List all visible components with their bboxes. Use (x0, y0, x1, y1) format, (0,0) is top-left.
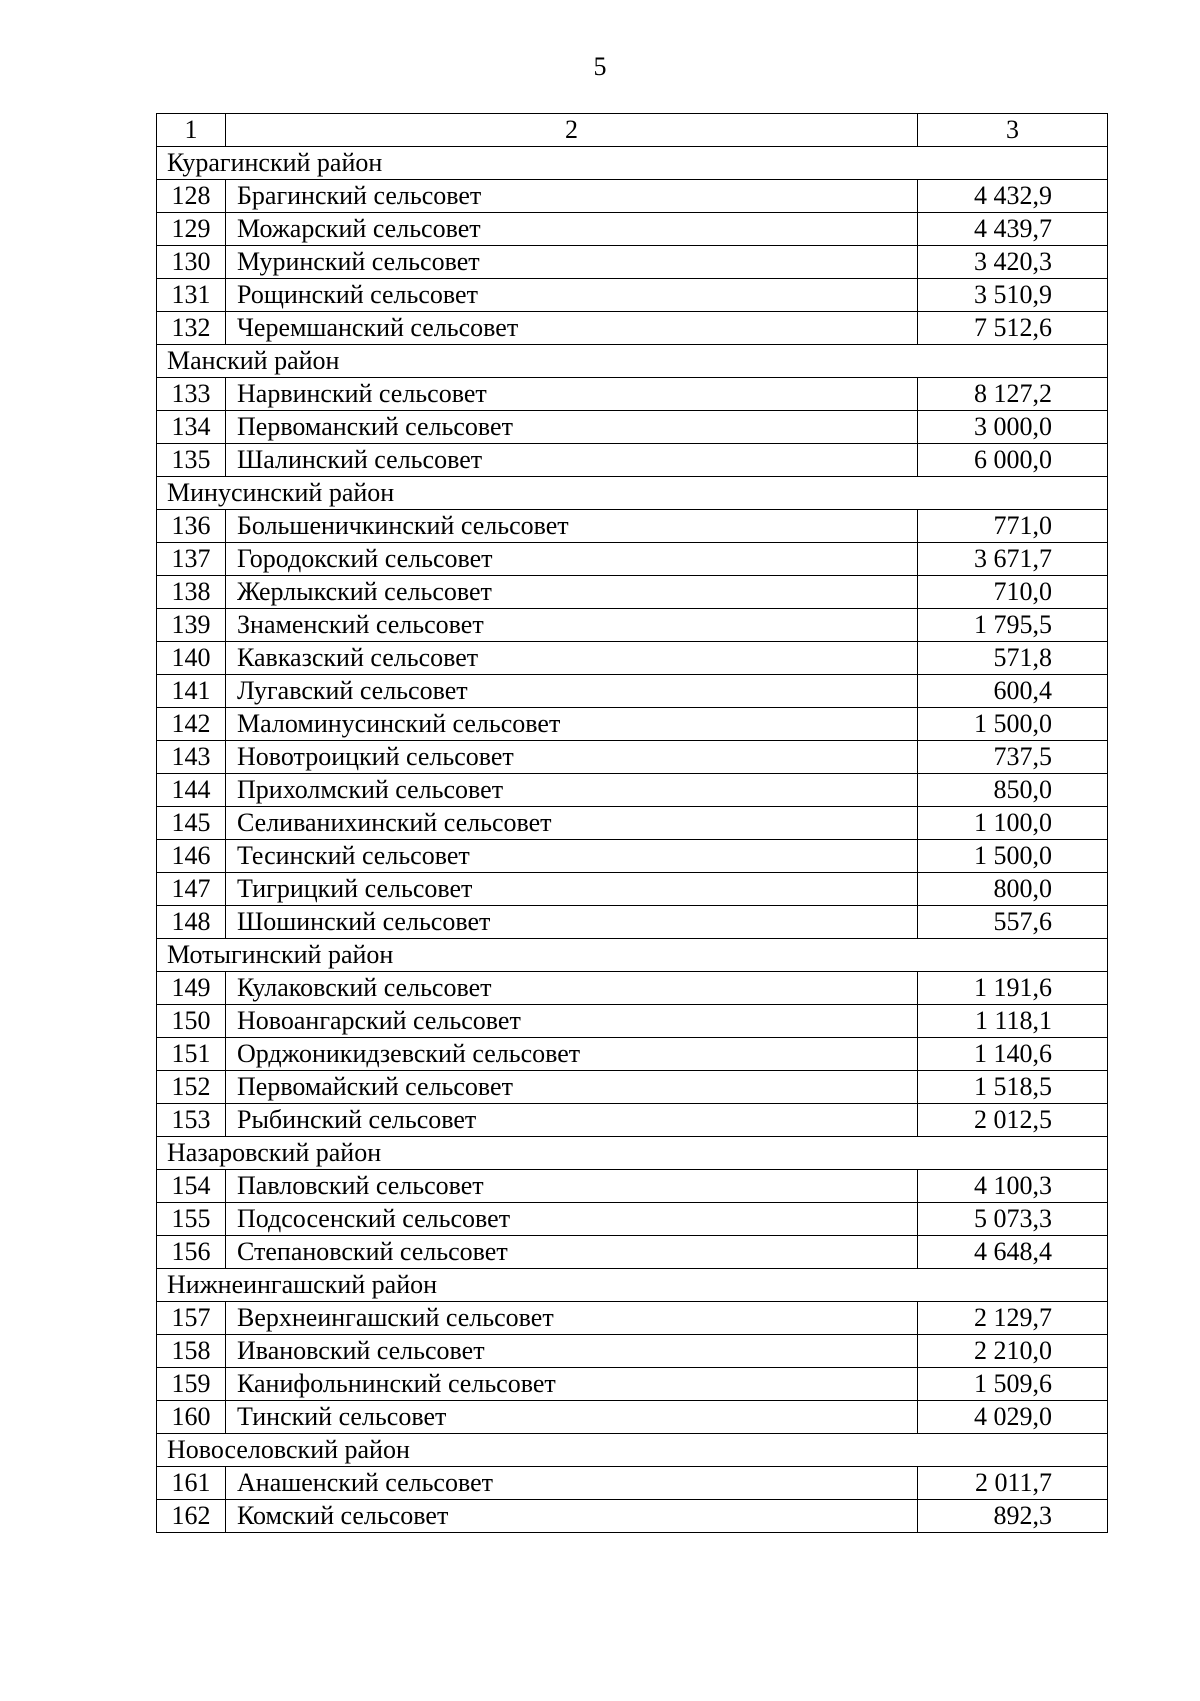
table-row (157, 1104, 1108, 1137)
row-value: 1 518,5 (918, 1071, 1108, 1104)
settlement-name: Орджоникидзевский сельсовет (226, 1038, 918, 1071)
settlement-name: Первоманский сельсовет (226, 411, 918, 444)
settlement-name: Комский сельсовет (226, 1500, 918, 1533)
row-value: 2 011,7 (918, 1467, 1108, 1500)
row-number: 155 (157, 1203, 226, 1236)
table-row (157, 1302, 1108, 1335)
settlement-name: Кавказский сельсовет (226, 642, 918, 675)
settlement-name: Новотроицкий сельсовет (226, 741, 918, 774)
district-row (157, 345, 1108, 378)
settlement-name: Брагинский сельсовет (226, 180, 918, 213)
row-value: 1 140,6 (918, 1038, 1108, 1071)
row-number: 145 (157, 807, 226, 840)
district-name: Манский район (157, 345, 1108, 378)
row-value: 1 500,0 (918, 840, 1108, 873)
row-number: 134 (157, 411, 226, 444)
table-header-row (157, 114, 1108, 147)
row-number: 141 (157, 675, 226, 708)
settlement-name: Первомайский сельсовет (226, 1071, 918, 1104)
settlement-name: Лугавский сельсовет (226, 675, 918, 708)
district-row (157, 1434, 1108, 1467)
table-row (157, 510, 1108, 543)
row-number: 132 (157, 312, 226, 345)
settlement-name: Шошинский сельсовет (226, 906, 918, 939)
row-value: 3 420,3 (918, 246, 1108, 279)
table-row (157, 279, 1108, 312)
column-header-2: 2 (226, 114, 918, 147)
row-number: 160 (157, 1401, 226, 1434)
district-name: Назаровский район (157, 1137, 1108, 1170)
settlement-name: Можарский сельсовет (226, 213, 918, 246)
row-value: 6 000,0 (918, 444, 1108, 477)
settlement-name: Канифольнинский сельсовет (226, 1368, 918, 1401)
row-value: 571,8 (918, 642, 1108, 675)
row-value: 1 100,0 (918, 807, 1108, 840)
district-name: Мотыгинский район (157, 939, 1108, 972)
settlement-name: Верхнеингашский сельсовет (226, 1302, 918, 1335)
table-row (157, 444, 1108, 477)
row-value: 1 795,5 (918, 609, 1108, 642)
table-row (157, 1170, 1108, 1203)
row-number: 152 (157, 1071, 226, 1104)
row-value: 600,4 (918, 675, 1108, 708)
settlement-name: Кулаковский сельсовет (226, 972, 918, 1005)
row-number: 143 (157, 741, 226, 774)
table-row (157, 312, 1108, 345)
row-number: 153 (157, 1104, 226, 1137)
row-value: 2 012,5 (918, 1104, 1108, 1137)
table-row (157, 840, 1108, 873)
table-row (157, 741, 1108, 774)
settlement-name: Знаменский сельсовет (226, 609, 918, 642)
table-row (157, 378, 1108, 411)
row-value: 1 500,0 (918, 708, 1108, 741)
row-number: 139 (157, 609, 226, 642)
column-header-1: 1 (157, 114, 226, 147)
row-value: 4 029,0 (918, 1401, 1108, 1434)
row-value: 5 073,3 (918, 1203, 1108, 1236)
table-row (157, 246, 1108, 279)
row-number: 158 (157, 1335, 226, 1368)
page-number: 5 (593, 52, 607, 81)
table-row (157, 1368, 1108, 1401)
district-name: Нижнеингашский район (157, 1269, 1108, 1302)
table-row (157, 906, 1108, 939)
row-number: 142 (157, 708, 226, 741)
row-value: 850,0 (918, 774, 1108, 807)
row-value: 557,6 (918, 906, 1108, 939)
row-value: 4 648,4 (918, 1236, 1108, 1269)
settlement-name: Большеничкинский сельсовет (226, 510, 918, 543)
row-value: 3 000,0 (918, 411, 1108, 444)
row-number: 149 (157, 972, 226, 1005)
row-number: 146 (157, 840, 226, 873)
table-row (157, 1203, 1108, 1236)
settlement-name: Подсосенский сельсовет (226, 1203, 918, 1236)
settlement-name: Тинский сельсовет (226, 1401, 918, 1434)
row-number: 156 (157, 1236, 226, 1269)
table-row (157, 642, 1108, 675)
settlement-name: Муринский сельсовет (226, 246, 918, 279)
row-value: 8 127,2 (918, 378, 1108, 411)
settlement-name: Шалинский сельсовет (226, 444, 918, 477)
settlement-name: Нарвинский сельсовет (226, 378, 918, 411)
row-number: 137 (157, 543, 226, 576)
row-value: 892,3 (918, 1500, 1108, 1533)
row-number: 138 (157, 576, 226, 609)
table-row (157, 576, 1108, 609)
settlement-name: Черемшанский сельсовет (226, 312, 918, 345)
table-row (157, 180, 1108, 213)
row-number: 128 (157, 180, 226, 213)
settlement-name: Рощинский сельсовет (226, 279, 918, 312)
row-number: 130 (157, 246, 226, 279)
settlement-name: Степановский сельсовет (226, 1236, 918, 1269)
row-number: 162 (157, 1500, 226, 1533)
table-row (157, 708, 1108, 741)
district-name: Новоселовский район (157, 1434, 1108, 1467)
table-row (157, 873, 1108, 906)
row-number: 154 (157, 1170, 226, 1203)
row-value: 710,0 (918, 576, 1108, 609)
settlement-name: Рыбинский сельсовет (226, 1104, 918, 1137)
district-row (157, 147, 1108, 180)
column-header-3: 3 (918, 114, 1108, 147)
settlement-name: Жерлыкский сельсовет (226, 576, 918, 609)
row-value: 1 509,6 (918, 1368, 1108, 1401)
district-name: Минусинский район (157, 477, 1108, 510)
row-number: 140 (157, 642, 226, 675)
table-row (157, 774, 1108, 807)
table-row (157, 543, 1108, 576)
row-number: 136 (157, 510, 226, 543)
table-body (157, 114, 1108, 1533)
settlement-name: Городокский сельсовет (226, 543, 918, 576)
row-value: 2 210,0 (918, 1335, 1108, 1368)
row-number: 131 (157, 279, 226, 312)
district-row (157, 1269, 1108, 1302)
settlement-name: Анашенский сельсовет (226, 1467, 918, 1500)
row-number: 129 (157, 213, 226, 246)
district-row (157, 477, 1108, 510)
settlement-name: Ивановский сельсовет (226, 1335, 918, 1368)
row-number: 133 (157, 378, 226, 411)
table-row (157, 972, 1108, 1005)
subsidy-table (156, 113, 1108, 1533)
row-value: 4 100,3 (918, 1170, 1108, 1203)
row-number: 144 (157, 774, 226, 807)
row-value: 771,0 (918, 510, 1108, 543)
settlement-name: Тесинский сельсовет (226, 840, 918, 873)
table-row (157, 1467, 1108, 1500)
table-row (157, 213, 1108, 246)
settlement-name: Селиванихинский сельсовет (226, 807, 918, 840)
table-row (157, 1401, 1108, 1434)
row-value: 800,0 (918, 873, 1108, 906)
district-row (157, 1137, 1108, 1170)
row-number: 161 (157, 1467, 226, 1500)
table-row (157, 1500, 1108, 1533)
table-row (157, 411, 1108, 444)
row-number: 147 (157, 873, 226, 906)
table-row (157, 609, 1108, 642)
row-value: 737,5 (918, 741, 1108, 774)
settlement-name: Прихолмский сельсовет (226, 774, 918, 807)
table-row (157, 675, 1108, 708)
row-value: 2 129,7 (918, 1302, 1108, 1335)
settlement-name: Маломинусинский сельсовет (226, 708, 918, 741)
row-value: 3 671,7 (918, 543, 1108, 576)
row-number: 151 (157, 1038, 226, 1071)
district-row (157, 939, 1108, 972)
row-value: 4 439,7 (918, 213, 1108, 246)
table-row (157, 1038, 1108, 1071)
table-row (157, 1236, 1108, 1269)
settlement-name: Тигрицкий сельсовет (226, 873, 918, 906)
row-value: 1 118,1 (918, 1005, 1108, 1038)
row-number: 150 (157, 1005, 226, 1038)
table-row (157, 1071, 1108, 1104)
district-name: Курагинский район (157, 147, 1108, 180)
settlement-name: Павловский сельсовет (226, 1170, 918, 1203)
row-number: 148 (157, 906, 226, 939)
row-value: 4 432,9 (918, 180, 1108, 213)
settlement-name: Новоангарский сельсовет (226, 1005, 918, 1038)
row-value: 7 512,6 (918, 312, 1108, 345)
row-value: 1 191,6 (918, 972, 1108, 1005)
table-row (157, 1005, 1108, 1038)
row-value: 3 510,9 (918, 279, 1108, 312)
table-row (157, 807, 1108, 840)
row-number: 157 (157, 1302, 226, 1335)
row-number: 159 (157, 1368, 226, 1401)
row-number: 135 (157, 444, 226, 477)
table-row (157, 1335, 1108, 1368)
